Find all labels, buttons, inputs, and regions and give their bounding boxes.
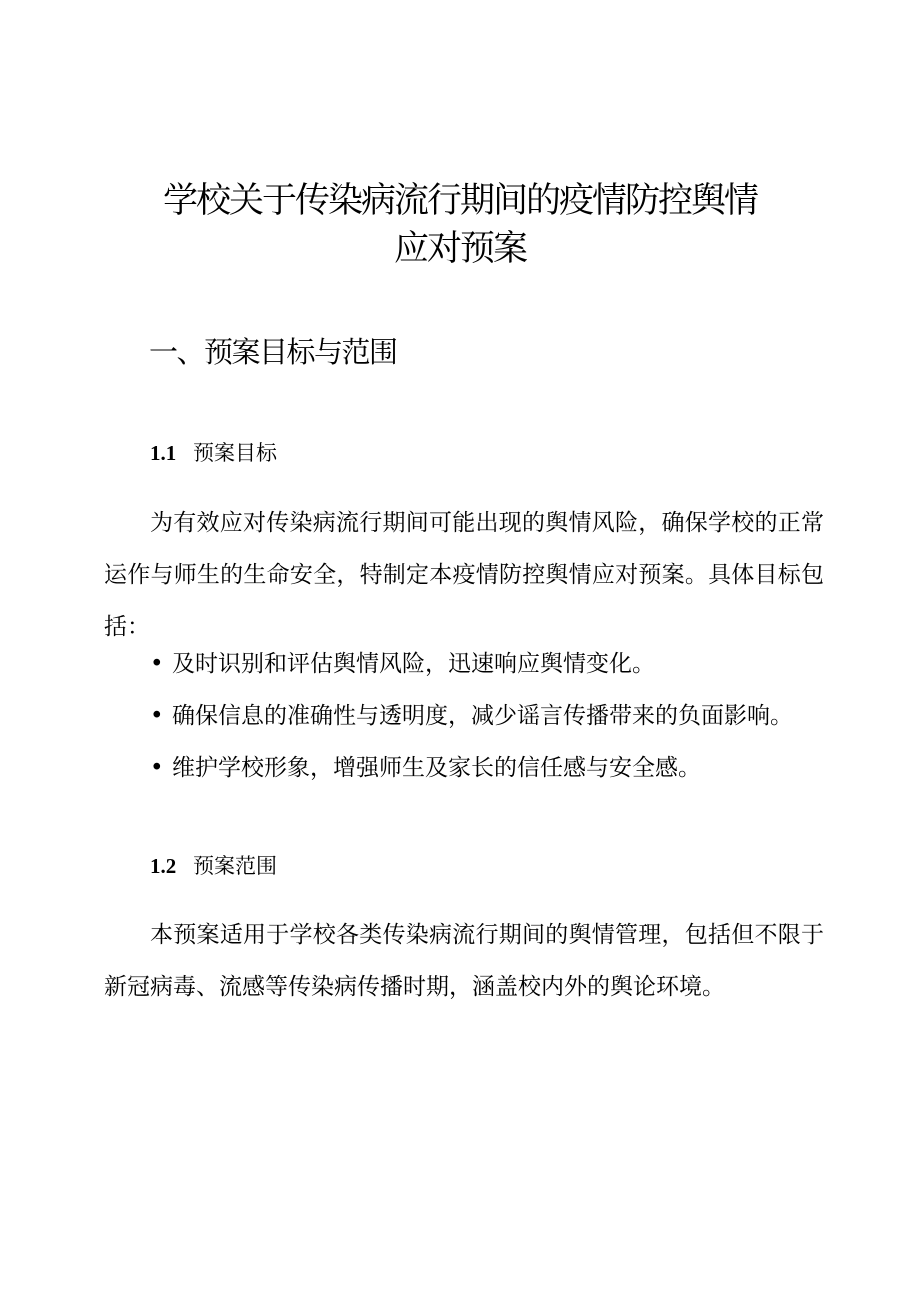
- scope-paragraph: 本预案适用于学校各类传染病流行期间的舆情管理，包括但不限于新冠病毒、流感等传染病传播时期，涵盖校内外的舆论环境。: [104, 922, 824, 1000]
- bullet-item: [150, 644, 793, 696]
- subsection-1-1-heading: [150, 438, 277, 468]
- subsection-1-1-label: 预案目标: [193, 441, 277, 465]
- subsection-1-2-heading: [150, 851, 277, 881]
- subsection-1-2-number: 1.2: [150, 854, 177, 878]
- bullet-text: 维护学校形象，增强师生及家长的信任感与安全感。: [172, 755, 701, 781]
- document-title-line-2: 应对预案: [393, 229, 526, 269]
- section-1-heading: 一、预案目标与范围: [149, 335, 397, 369]
- subsection-1-1-number: 1.1: [150, 441, 177, 465]
- bullet-item: [150, 696, 793, 748]
- objective-paragraph: 为有效应对传染病流行期间可能出现的舆情风险，确保学校的正常运作与师生的生命安全，特制定本疫情防控舆情应对预案。具体目标包括：: [104, 510, 824, 640]
- objective-bullet-list: [150, 644, 793, 800]
- bullet-text: 确保信息的准确性与透明度，减少谣言传播带来的负面影响。: [172, 703, 793, 729]
- bullet-icon: •: [150, 755, 164, 781]
- bullet-text: 及时识别和评估舆情风险，迅速响应舆情变化。: [172, 651, 655, 677]
- bullet-icon: •: [150, 703, 164, 729]
- subsection-1-2-label: 预案范围: [193, 854, 277, 878]
- document-title-line-1: 学校关于传染病流行期间的疫情防控舆情: [162, 181, 757, 221]
- bullet-item: [150, 748, 793, 800]
- bullet-icon: •: [150, 651, 164, 677]
